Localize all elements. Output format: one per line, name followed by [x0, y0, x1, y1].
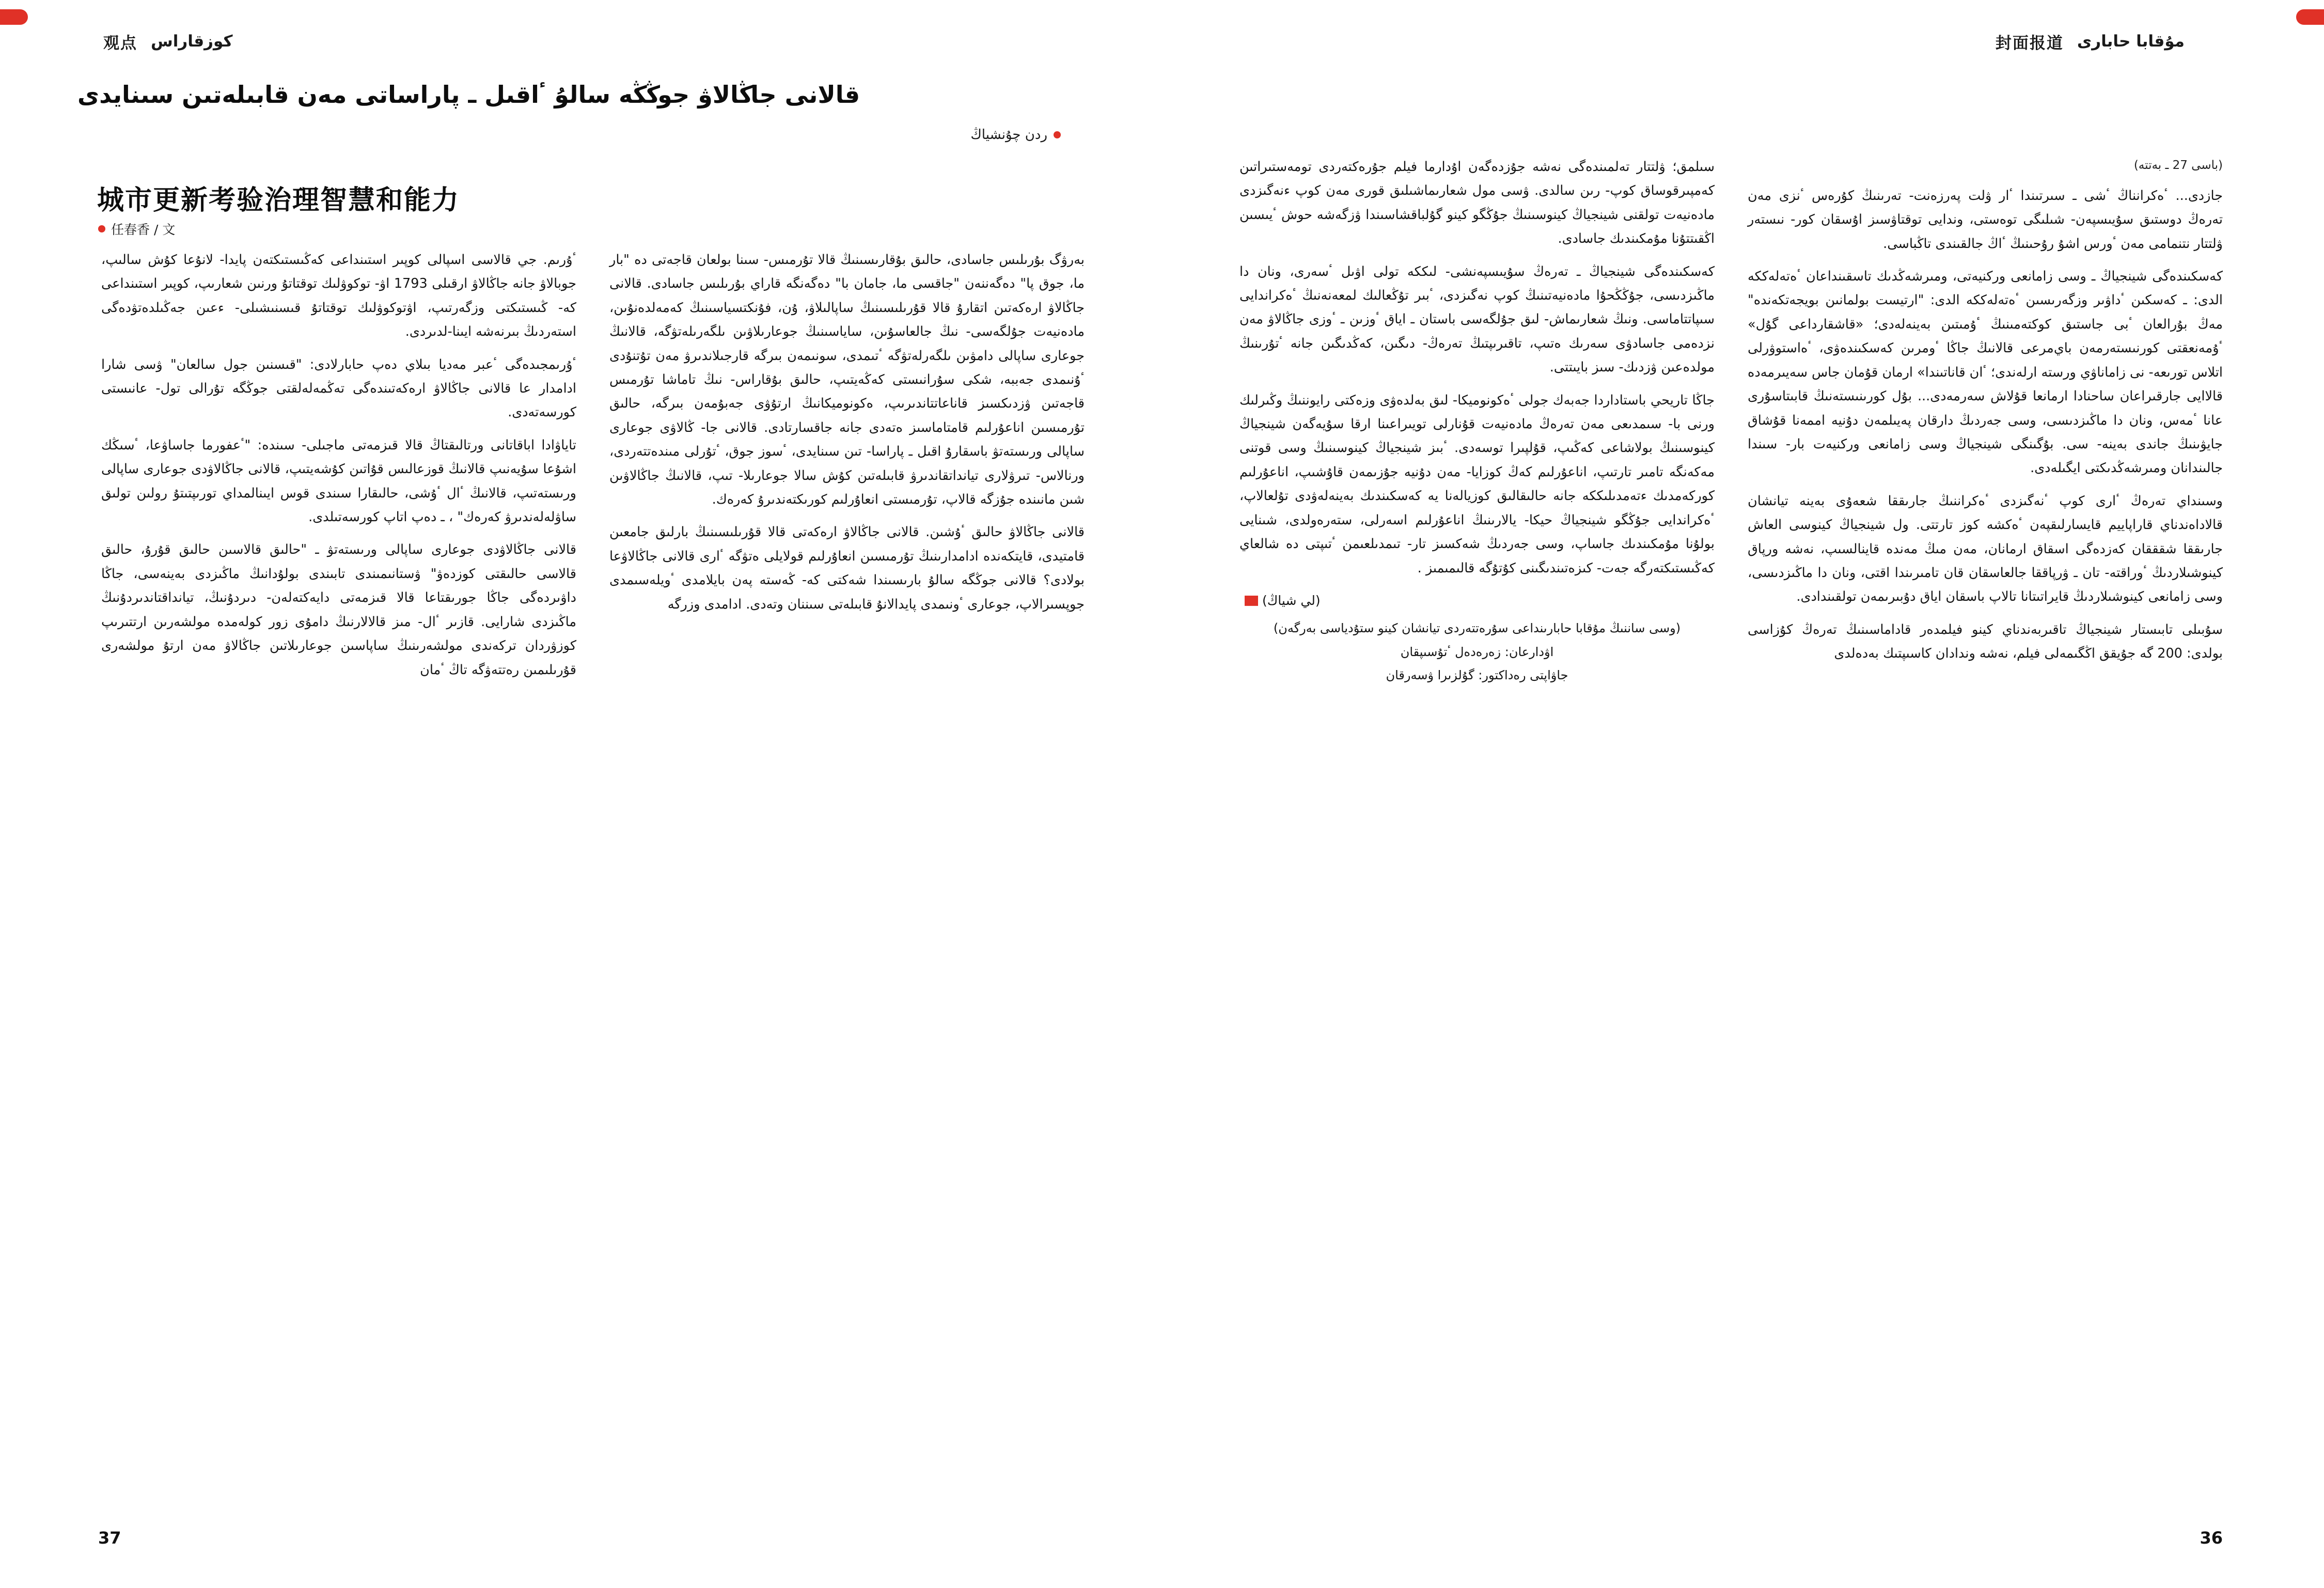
paragraph: سۇبىلى تابىستار شينجياڭ تاقىربەندناي كينو فيلمدەر قاداماسىنىڭ تەرەڭ كۇزاسى بولدى: 200 گە جۇيقق اڭگىمەلى فيلم، نەشە وندادان كاسىپتىك بەدەلدى	[1748, 621, 2223, 662]
page-tab-marker	[0, 9, 28, 25]
running-head-right	[1996, 27, 2185, 56]
page-36	[1162, 0, 2324, 1588]
continuation-note: (باسى 27 ـ بەتتە)	[2133, 159, 2223, 172]
running-head-left	[103, 27, 233, 56]
paragraph: كەسكىندەگى شينجياڭ ـ وسى زامانعى ورکنيەتى، ومىرشەڭدىك تاسقىنداعان ٴەتەلەككە الدى: ـ كەسكىن ٴداۋىر وزگەرىسىن ٴەتەلەككە الدى: "ارتيست بولمانىن بويجەتكەندە" مەڭ بۇرالعان ٴبى جاستىق كوكتەمىنىڭ ٴۇمىتىن بەينەلەدى؛ «قاشقارداعى گۇل» ٴۇمەنعقتى كورنىستەرمەن باي‌مرعى قالانىڭ جاڭا ٴومرىن كەسكىندەۋى، ٴەاستوۋرلى اتلاس تورىعە‐ نى زاماناۋي ورستە ارلەندى؛ ٴان قاناتىندا» ارمان قۇمان جاس سەيىرمەدە قالاايى جارقىراعان ساحنادا ارمانعا قۇلاش سەرمەدى... بۇل كورىنىستەنىڭ قابىتاسۇرى عانا ٴمەس، ونان دا ماڭىزدىسى، وسى جەردىڭ دارقان پەيىلمەن دۇنيە اممەنا قۇشاق جايۋىنىڭ جاندى بەينە‐ سى. بۇگىنگى شينجياڭ وسى زامانعى ورکنيەت بار‐ سىندا جالىندانان ومىرشەڭدىكتى ايگىلەدى.	[1748, 269, 2223, 476]
signoff-text: (لي شياڭ)	[1262, 593, 1321, 608]
running-head-chinese: 观点	[103, 34, 137, 53]
byline-uyghur-text: ردن چۇنشياڭ	[970, 127, 1047, 143]
end-mark-icon	[1245, 596, 1258, 606]
article-signoff	[1239, 589, 1715, 613]
credit-translator: اۋدارعان: زەرەدەل ٴتۇسىپقان	[1400, 644, 1554, 659]
paragraph: ٴۇرىم. جي قالاسى اسپالى كوپىر استىنداعى كەڭىستىكتەن پايدا‐ لانۇعا كۇش سالىپ، جوبالاۋ جانە جاڭالاۋ ارقىلى 1793 اۋ‐ توكوۋلىك توقتاتۇ ورنىن شعارىپ، كوپىر استىنداعى كە‐ ڭىستىكتى وزگەرتىپ، اۋتوكوۋلىك توقتاتۇ قىسنىشىلى‐ ءعىن جەڭىلدەتۋدەگى استەردىڭ بىرنەشە ايىنا‐لدىردى.	[101, 252, 576, 340]
running-head-uyghur: كوزقاراس	[151, 32, 233, 51]
paragraph: بەرۋگ بۇرىلىس جاسادى، حالىق بۇقارىسىنىڭ قالا تۇرمىس‐ سىنا بولعان قاجەتى دە "بار ما، جوق پا" دەگەننەن "جاقسى ما، جامان با" دەگەنگە قاراي بۇرىلىس جاسادى. قالانى جاڭالاۋ ارەكەتىن اتقارۇ قالا قۇرىلىسىنىڭ ساپالىلاۋ، ۇن، فۇنكتسياسىنىڭ كەمەلدەنۇىن، مادەنيەت جۇلگەسى‐ نىڭ جالعاسۇىن، ساياسىنىڭ جوعارىلاۋىن ىلگەرىلەتۋگە، قالانىڭ جوعارى ساپالى دامۋىن ىلگەرلەتۋگە ٴتىمدى، سونىمەن بىرگە قارجىلاندىرۋ مەن تۇتنۇدى ٴۇنىمدى جەببە، شكى سۇرانىستى كەڭەيتىپ، حالىق بۇقاراس‐ نىڭ تاماشا تۇرمىس قاجەتىن ۋزدىكسىز قاناعاتتاندىرىپ، ەكونوميكانىڭ ارتۇۋى جەبۇمەن بىرگە، حالىق تۇرمىسىن اناعۇرلىم قامتاماسىز ەتەدى جانە جاقسارتادى. قالانى جا‐ ڭالاۋى جوعارى ساپالى ورىستەتۋ باسقارۇ اقىل ـ پاراسا‐ تىن سىنايدى، ٴسوز جوق، ٴتۇرلى مىندەتتەردى، ورنالاس‐ تىرۋلارى تيانداتقاندىرۋ قابىلەتىن كۇش سالا جوعارىلا‐ تىپ، قالانىڭ جاڭالاۋىن شىن مانىندە جۇزگە قالاپ، تۇرمىستى انعاۇرلىم كورىكتەندىرۇ كەرەك.	[609, 252, 1085, 508]
bullet-dot-icon	[98, 225, 105, 232]
bullet-dot-icon	[1054, 131, 1061, 138]
paragraph: قالانى جاڭالاۋدى جوعارى ساپالى ورىستەتۋ ـ "حالىق قالاسىن حالىق قۇرۇ، حالىق قالاسى حالىقتى كوزدەۋ" ۋستانىمىندى تابىندى بولۇدانىڭ ماڭىزدى بەينەسى، جاڭا داۋىردەگى جاڭا جورىقتاعا قالا قىزمەتى دايەكتەلەن‐ دىردۇنىڭ، تيانداقتاندىردۇنىڭ ماڭىزدى شارايى. قازىر ٴال‐ مىز قالالارنىڭ دامۇى زور كولەمدە مولشەرىن ارتتىرىپ كوزۋردان تركەندى مولشەرىنىڭ ساپاسىن جوعارىلاتىن جاڭالاۋ مەن ارتۇ مولشەرى قۇرىلىمىن رەتتەۋگە تاڭ ٴمان	[101, 542, 576, 678]
column-2-p36	[1239, 155, 1715, 1500]
folio-37: 37	[98, 1528, 121, 1548]
article-columns-36	[1239, 155, 2223, 1500]
paragraph: سىلمق؛ ۋلتتار تەلمىندەگى نەشە جۇزدەگەن اۇدارما فيلم جۇرەكتەردى تومەستىراتىن كەمپىرقوساق كوپ‐ رىن سالدى. ۋسى مول شعارىماشىلىق قورى مەن كوپ ءنەگىزدى مادەنيەت تولقنى شينجياڭ كينوسىنىڭ جۇڭگو كينو گۇلباقشاسىندا ۋزگەشە حوش ٴيىسىن اڭقىتتۇنا مۇمكىندىك جاسادى.	[1239, 159, 1715, 247]
article-columns-37	[101, 248, 1085, 1500]
byline-uyghur	[77, 127, 1061, 143]
byline-chinese	[98, 220, 175, 238]
column-1-p37	[609, 248, 1085, 1500]
paragraph: تايا‌ۋادا اباقاتانى ورتالىقتاڭ قالا قىزمەتى ماجىلى‐ سىندە: "ٴعفورما جاساۋعا، ٴسىڭك اشۇعا سۇيەنىپ قالانىڭ قوزعالىس قۇاتىن كۇشەيتىپ، قالانى جاڭالاۋدى جوعارى ساپالى ورىستەتىپ، قالانىڭ ٴال ٴۇشى، حالىقارا سىندى قوس ايىنالمداي تورىپتىتۇ رولىن تولىق ساۋلەلەندىرۋ كەرەك" ، ـ دەپ اتاپ كورسەتىلدى.	[101, 437, 576, 525]
article-credits	[1239, 617, 1715, 687]
column-2-p37	[101, 248, 576, 1500]
folio-36: 36	[2200, 1528, 2223, 1548]
credit-photo: (وسى ساننىڭ مۇقابا حابارىنداعى سۇرەتتەردى تيانشان كينو ستۇدياسى بەرگەن)	[1273, 621, 1681, 636]
paragraph: ٴۇرىمجىدەگى ٴعبر مەديا بىلاي دەپ حابارلادى: "قىسنىن جول سالعان" ۋسى شارا ادامدار عا قالانى جاڭالاۋ ارەكەتىندەگى تەڭمەلەلقتى جوڭگە تۇرالى تول‐ عانىستى كورسەتەدى.	[101, 356, 576, 421]
paragraph: جاڭا تاريحي باستاداردا جەبەك جولى ٴەكونوميكا‐ لىق بەلدەۋى وزەكتى رايوننىڭ وڭىرلىك ورنى با‐ سىمدىعى مەن تەرەڭ مادەنيەت قۇنارلى تويىراعىنا ارقا سۇيەگەن شينجياڭ كينوسىنىڭ بولاشاعى كەڭىپ، قۇلپىرا توسەدى. ٴبىز شينجياڭ كينوسىنىڭ وسى قوتنى مەكەنگە تامىر تارتىپ، اناعۇرلىم كەڭ كوزايا‐ مەن دۇنيە جۇزىمەن قاۇشىپ، اناعۇرلىم كوركەمدىك ءتەمدىلىككە جانە حالىقالىق كوزيالەنا يە كەسكىندىك بەينەلەۋدى تۇلعالاپ، ٴەكراندايى جۇڭگو شينجياڭ حيكا‐ يالارىنىڭ اناعۇرلىم اسەرلى، ستەرەولدى، شىنايى بولۇنا مۇمكىندىك جاساپ، وسى جەردىڭ شەكسىز تار‐ تىمدىلعىمن ٴتىپتى دە شالعاي كەڭىستىكتەرگە جەت‐ كىزەتىندىگىنى كۇتۇگە قالىمىمىز .	[1239, 392, 1715, 576]
page-title-chinese: 城市更新考验治理智慧和能力	[97, 185, 460, 216]
page-tab-marker	[2296, 9, 2324, 25]
paragraph: قالانى جاڭالاۋ حالىق ٴۇشىن. قالانى جاڭالاۋ ارەكەتى قالا قۇرىلىسىنىڭ بارلىق جامعىن قامتيدى، قايتكەندە ادامدارىنىڭ تۇرمىسىن انعاۇرلىم قولايلى ەتۋگە ٴارى قالانى جاڭالاۋعا بولادى؟ قالانى جوڭگە سالۇ بارىسىندا شەكتى كە‐ ڭەستە پەن بايلامدى ٴويلەسىمدى جوپسىرالاپ، جوعارى ٴونىمدى پايدالانۇ قابىلەتى سىننان وتەدى. ادامدى وزرگە	[609, 524, 1085, 612]
byline-chinese-text: 任春香 / 文	[111, 222, 176, 237]
paragraph: وسىنداي تەرەڭ ٴارى كوپ ٴنەگىزدى ٴەكراننىڭ جارىققا شعەۇى بەينە تيانشان قالاداەندناي قاراپاييم قايسارلىقپەن ٴەكشە كوز تارتتى. ول شينجياڭ كينوسى العاش جارىققا شقققان كەزدەگى اسقاق ارمانان، مەن مىڭ مەندە قاينالسىپ، نەشە ورپاق كينوشىلاردىڭ ٴوراقتە‐ تان ـ ۋرپاققا جالعاسقان قان تامىرىندا اقتى، ونان دا ماڭىزدىسى، وسى زامانعى كينوشىلاردىڭ قايراتىتانا تالاپ باسقان اياق دۇبىرىمەن تولقىندادى.	[1748, 493, 2223, 605]
credit-editor: جاۋاپتى رەداكتور: گۇلزىرا ۋسەرقان	[1386, 667, 1568, 682]
paragraph: كەسكىندەگى شينجياڭ ـ تەرەڭ سۇيىسپەنشى‐ لىككە تولى اۋىل ٴسەرى، ونان دا ماڭىزدىسى، جۇڭڭحۇا مادەنيەتىنىڭ كوپ نەگىزدى، ٴبىر تۇڭعالىك لمعەنەنىڭ ٴەكراندايى سىپاتتاماسى. ونىڭ شعارىماش‐ لىق جۇلگەسى باستان ـ اياق ٴوزىن ـ ٴوزى جاڭالاۋ مەن نزدەمى جاسادۋى سەرىك ەتىپ، تاقىرىپتىڭ تەرەڭ‐ دىگىن، كەڭدىگىن جانە ٴتۇرىنىڭ مولدەعىن ۋزدىك‐ سىز بايىتتى.	[1239, 263, 1715, 376]
page-title: قالانى جاڭالاۋ جوڭڭە سالۇ ٴاقىل ـ پاراساتى مەن قابىلەتىن سىنايدى	[77, 81, 860, 108]
running-head-chinese: 封面报道	[1995, 34, 2064, 53]
column-1-p36	[1748, 155, 2223, 1500]
paragraph: جازدى... ٴەكرانناڭ ٴشى ـ سىرتىندا ٴار ۋلت پەرزەنت‐ تەرىنىڭ كۇرەس ٴنزى مەن تەرەڭ دوستىق سۇيىسپەن‐ شىلىگى توەستى، وندايى توقتاۋسىز اۇسقان كور‐ نىستەر ۋلتتار نتنمامى مەن ٴورس اشۇ رۇحىنىڭ ٴاڭ جالقىندى تاڭباسى.	[1748, 188, 2223, 252]
running-head-uyghur: مۇقابا حابارى	[2077, 32, 2185, 51]
